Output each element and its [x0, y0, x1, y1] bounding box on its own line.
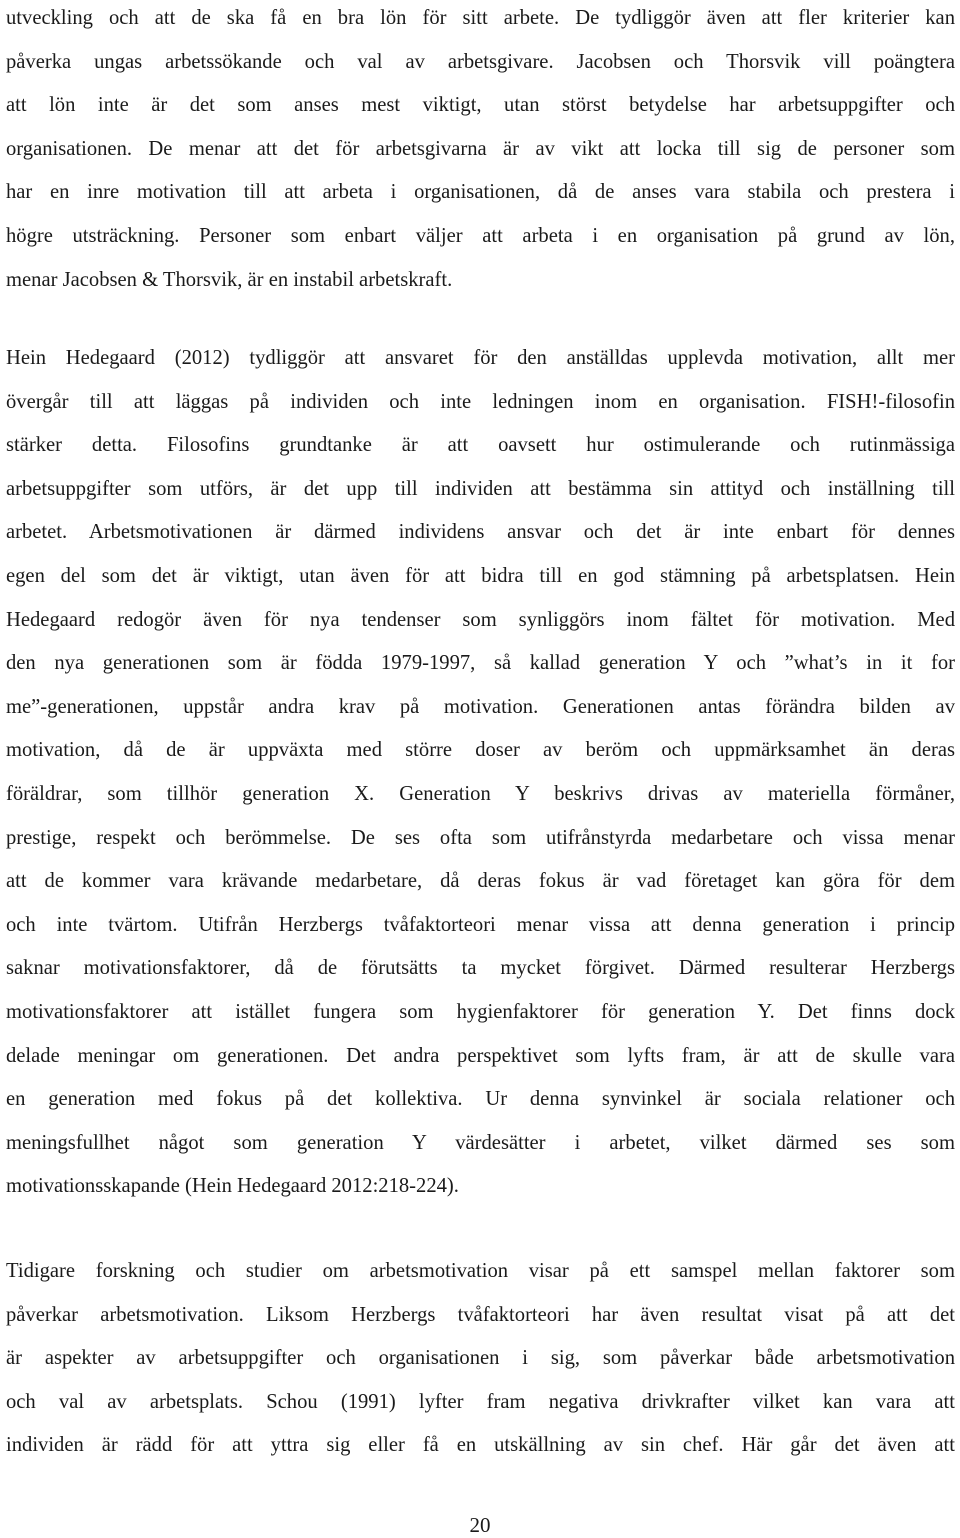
paragraph-2: [6, 337, 955, 1209]
text-line: motivationsskapande (Hein Hedegaard 2012:218-224).: [6, 1175, 459, 1198]
text-line: är aspekter av arbetsuppgifter och organisationen i sig, som påverkar både arbetsmotivation: [6, 1347, 955, 1370]
text-line: en generation med fokus på det kollektiva. Ur denna synvinkel är sociala relationer och: [6, 1088, 955, 1111]
text-line: utveckling och att de ska få en bra lön för sitt arbete. De tydliggör även att fler kriterier kan: [6, 7, 955, 29]
text-line: stärker detta. Filosofins grundtanke är att oavsett hur ostimulerande och rutinmässiga: [6, 434, 955, 457]
text-line: föräldrar, som tillhör generation X. Generation Y beskrivs drivas av materiella förmåner,: [6, 782, 955, 805]
text-line: delade meningar om generationen. Det andra perspektivet som lyfts fram, är att de skulle vara: [6, 1044, 955, 1067]
text-line: att de kommer vara krävande medarbetare, då deras fokus är vad företaget kan göra för dem: [6, 870, 955, 893]
text-line: me”-generationen, uppstår andra krav på motivation. Generationen antas förändra bilden av: [6, 695, 955, 718]
text-line: påverkar arbetsmotivation. Liksom Herzbergs tvåfaktorteori har även resultat visat på att det: [6, 1303, 955, 1326]
text-line: meningsfullhet något som generation Y värdesätter i arbetet, vilket därmed ses som: [6, 1131, 955, 1154]
text-line: motivationsfaktorer att istället fungera som hygienfaktorer för generation Y. Det finns dock: [6, 1000, 955, 1023]
text-line: och val av arbetsplats. Schou (1991) lyfter fram negativa drivkrafter vilket kan vara att: [6, 1390, 955, 1413]
text-line: högre utsträckning. Personer som enbart väljer att arbeta i en organisation på grund av lön,: [6, 224, 955, 247]
text-line: Tidigare forskning och studier om arbetsmotivation visar på ett samspel mellan faktorer som: [6, 1260, 955, 1282]
text-line: arbetsuppgifter som utförs, är det upp till individen att bestämma sin attityd och inställning till: [6, 477, 955, 500]
text-line: och inte tvärtom. Utifrån Herzbergs tvåfaktorteori menar vissa att denna generation i princip: [6, 913, 955, 936]
text-line: Hedegaard redogör även för nya tendenser som synliggörs inom fältet för motivation. Med: [6, 608, 955, 631]
text-line: att lön inte är det som anses mest viktigt, utan störst betydelse har arbetsuppgifter och: [6, 94, 955, 117]
text-line: individen är rädd för att yttra sig eller få en utskällning av sin chef. Här går det även att: [6, 1434, 955, 1457]
text-line: organisationen. De menar att det för arbetsgivarna är av vikt att locka till sig de personer som: [6, 137, 955, 160]
text-line: den nya generationen som är födda 1979-1997, så kallad generation Y och ”what’s in it for: [6, 652, 955, 675]
text-line: egen del som det är viktigt, utan även för att bidra till en god stämning på arbetsplatsen. Hein: [6, 564, 955, 587]
text-line: påverka ungas arbetssökande och val av arbetsgivare. Jacobsen och Thorsvik vill poängtera: [6, 50, 955, 73]
text-line: motivation, då de är uppväxta med större doser av beröm och uppmärksamhet än deras: [6, 739, 955, 762]
text-line: Hein Hedegaard (2012) tydliggör att ansvaret för den anställdas upplevda motivation, allt mer: [6, 347, 955, 369]
text-line: menar Jacobsen & Thorsvik, är en instabil arbetskraft.: [6, 268, 453, 291]
page-number: 20: [469, 1513, 491, 1537]
text-line: saknar motivationsfaktorer, då de förutsätts ta mycket förgivet. Därmed resulterar Herzbergs: [6, 957, 955, 980]
text-line: övergår till att läggas på individen och inte ledningen inom en organisation. FISH!-filosofin: [6, 390, 955, 413]
paragraph-3: [6, 1250, 955, 1468]
text-line: har en inre motivation till att arbeta i organisationen, då de anses vara stabila och prestera i: [6, 181, 955, 204]
text-line: prestige, respekt och berömmelse. De ses ofta som utifrånstyrda medarbetare och vissa menar: [6, 826, 955, 849]
paragraph-1: [6, 0, 955, 302]
text-line: arbetet. Arbetsmotivationen är därmed individens ansvar och det är inte enbart för dennes: [6, 521, 955, 544]
